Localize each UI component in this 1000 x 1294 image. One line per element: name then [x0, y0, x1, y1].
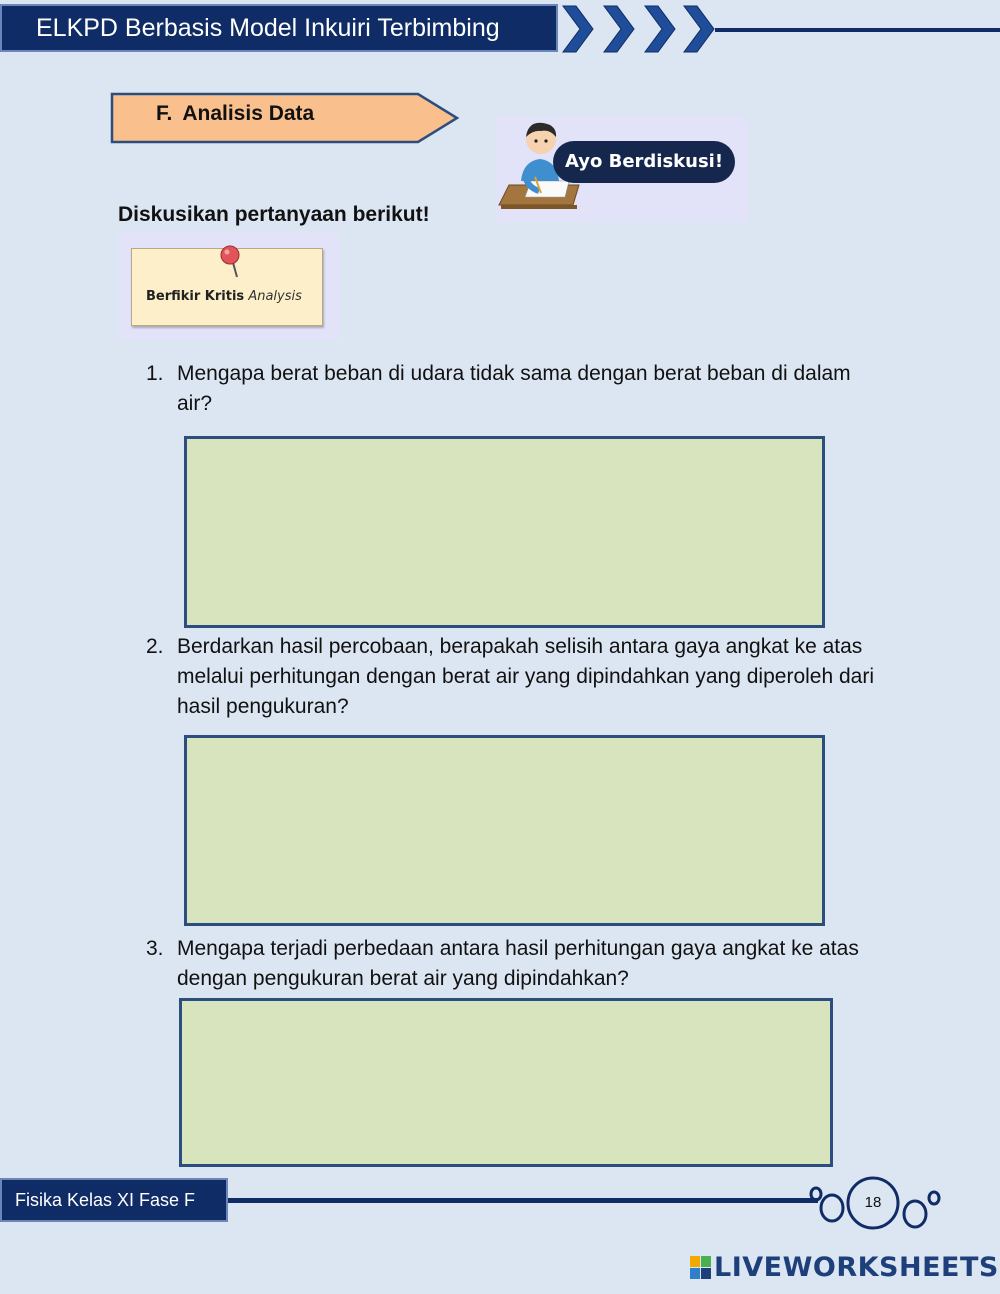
liveworksheets-brand: LIVEWORKSHEETS	[714, 1252, 999, 1283]
liveworksheets-logo-icon	[690, 1256, 712, 1280]
footer-divider	[228, 1198, 818, 1203]
note-bold-label: Berfikir Kritis	[146, 289, 245, 304]
question-2	[146, 632, 886, 722]
footer-subject-bar	[0, 1178, 228, 1222]
note-italic-label: Analysis	[248, 289, 302, 304]
answer-box-3[interactable]	[179, 998, 833, 1167]
critical-thinking-note	[118, 232, 340, 340]
header-title-bar	[0, 4, 558, 52]
header-divider	[715, 28, 1000, 32]
discussion-instruction: Diskusikan pertanyaan berikut!	[118, 203, 430, 226]
discussion-badge-label: Ayo Berdiskusi!	[553, 141, 735, 183]
question-number: 2.	[146, 635, 164, 658]
chevron-arrows-icon	[560, 2, 720, 56]
question-number: 3.	[146, 937, 164, 960]
question-text: Mengapa berat beban di udara tidak sama dengan berat beban di dalam air?	[177, 362, 851, 415]
section-title: Analisis Data	[182, 102, 315, 125]
section-letter: F.	[156, 102, 173, 125]
header-title: ELKPD Berbasis Model Inkuiri Terbimbing	[36, 14, 500, 42]
discussion-badge	[495, 117, 748, 222]
question-3	[146, 934, 886, 994]
answer-box-1[interactable]	[184, 436, 825, 628]
question-text: Berdarkan hasil percobaan, berapakah selisih antara gaya angkat ke atas melalui perhitungan dengan berat air yang dipindahkan yang diperoleh dari hasil pengukuran?	[177, 635, 874, 718]
page-number: 18	[864, 1194, 882, 1211]
footer-subject: Fisika Kelas XI Fase F	[15, 1190, 196, 1210]
question-number: 1.	[146, 362, 164, 385]
section-heading	[110, 92, 460, 144]
pushpin-icon	[220, 245, 244, 279]
answer-box-2[interactable]	[184, 735, 825, 926]
question-1	[146, 359, 886, 419]
question-text: Mengapa terjadi perbedaan antara hasil perhitungan gaya angkat ke atas dengan pengukuran berat air yang dipindahkan?	[177, 937, 859, 990]
